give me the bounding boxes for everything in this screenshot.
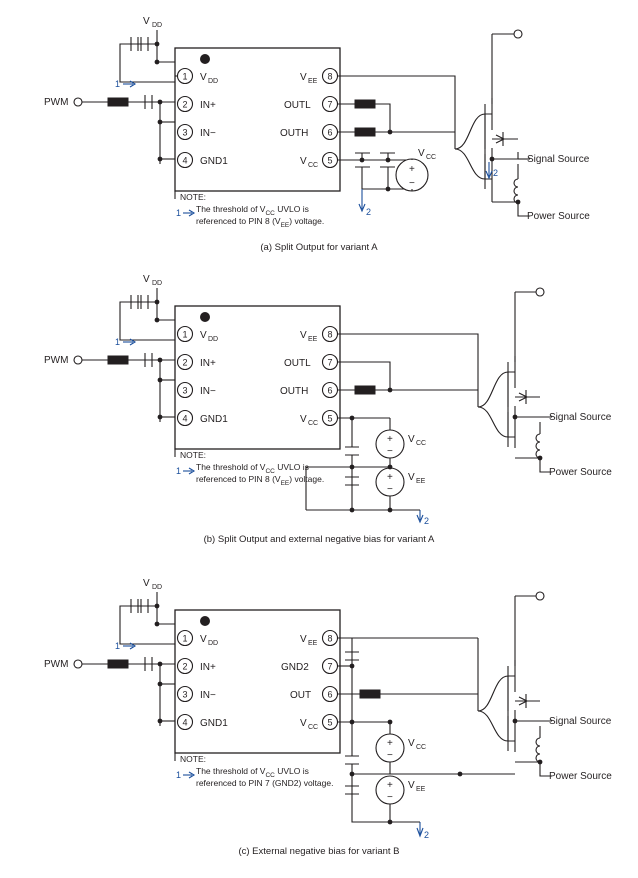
note-title: NOTE: <box>180 192 206 202</box>
pin-1-label-sub: DD <box>208 336 219 343</box>
vcc-source-label-main: V <box>408 434 415 445</box>
pin-2-label: IN+ <box>200 662 216 673</box>
marker-2-mosfet: 2 <box>493 168 499 178</box>
pin-5-num: 5 <box>327 717 333 728</box>
signal-source-label: Signal Source <box>549 716 612 727</box>
source-vcc-plus: + <box>387 434 393 445</box>
note-line2: referenced to PIN 8 $(V_{EE})$ voltage. <box>196 474 325 487</box>
vcc-source-label-main: V <box>418 148 425 159</box>
figure-b <box>0 262 638 545</box>
note-line2: referenced to PIN 8 $(V_{EE})$ voltage. <box>196 216 325 229</box>
figure-a <box>0 4 638 253</box>
pin-4-num: 4 <box>182 717 188 728</box>
pin-8-label-sub: EE <box>308 78 318 85</box>
source-vee-plus: + <box>387 780 393 791</box>
signal-source-label: Signal Source <box>549 412 612 423</box>
pin-1-label-sub: DD <box>208 640 219 647</box>
marker-2-bottom: 2 <box>424 830 430 840</box>
note-line1: The threshold of $V_{CC}$ UVLO is <box>196 204 309 217</box>
pin-4-num: 4 <box>182 155 188 166</box>
pwm-label: PWM <box>44 97 69 108</box>
marker-1: 1 <box>115 79 121 89</box>
pin-8-num: 8 <box>327 71 333 82</box>
vcc-source-label-main: V <box>408 738 415 749</box>
pin-5-num: 5 <box>327 413 333 424</box>
pin-1-label-main: V <box>200 634 207 645</box>
pin-7-num: 7 <box>327 357 333 368</box>
pin-3-label: IN− <box>200 690 216 701</box>
pin-7-label: OUTL <box>284 100 311 111</box>
pin-8-label-main: V <box>300 72 307 83</box>
power-source-label: Power Source <box>549 771 612 782</box>
marker-note: 1 <box>176 466 182 476</box>
pin-8-num: 8 <box>327 633 333 644</box>
vee-source-label-main: V <box>408 780 415 791</box>
vcc-source-label-sub: CC <box>416 440 427 447</box>
pin-6-num: 6 <box>327 689 333 700</box>
pin-8-label-main: V <box>300 634 307 645</box>
pin-2-num: 2 <box>182 661 188 672</box>
pin-8-label-main: V <box>300 330 307 341</box>
signal-source-label: Signal Source <box>527 154 590 165</box>
note-title: NOTE: <box>180 754 206 764</box>
pin-2-label: IN+ <box>200 358 216 369</box>
figure-a-schematic <box>0 4 638 234</box>
figure-c-caption: (c) External negative bias for variant B <box>238 846 400 857</box>
pin-3-label: IN− <box>200 386 216 397</box>
pin-7-num: 7 <box>327 99 333 110</box>
vdd-label-sub: DD <box>152 22 163 29</box>
pin-1-label-main: V <box>200 330 207 341</box>
pin-8-num: 8 <box>327 329 333 340</box>
pwm-label: PWM <box>44 355 69 366</box>
pin-2-num: 2 <box>182 357 188 368</box>
pin-6-label: OUT <box>290 690 312 701</box>
pin-4-label: GND1 <box>200 156 228 167</box>
marker-note: 1 <box>176 770 182 780</box>
vee-source-label-sub: EE <box>416 478 426 485</box>
vcc-source-label-sub: CC <box>416 744 427 751</box>
pin-1-label-sub: DD <box>208 78 219 85</box>
vee-source-label-main: V <box>408 472 415 483</box>
pin-5-label-main: V <box>300 718 307 729</box>
pin-1-num: 1 <box>182 71 188 82</box>
pin-6-num: 6 <box>327 385 333 396</box>
source-vcc-minus: − <box>409 178 415 189</box>
note-line1: The threshold of $V_{CC}$ UVLO is <box>196 462 309 475</box>
pin-3-num: 3 <box>182 127 188 138</box>
marker-note: 1 <box>176 208 182 218</box>
note-title: NOTE: <box>180 450 206 460</box>
pin-4-label: GND1 <box>200 718 228 729</box>
marker-1: 1 <box>115 641 121 651</box>
pin-5-label-sub: CC <box>308 724 319 731</box>
pin-3-num: 3 <box>182 385 188 396</box>
vdd-label-sub: DD <box>152 584 163 591</box>
source-vcc-minus: − <box>387 446 393 457</box>
power-source-label: Power Source <box>549 467 612 478</box>
figure-c <box>0 566 638 857</box>
source-vee-minus: − <box>387 484 393 495</box>
figure-b-caption: (b) Split Output and external negative bias for variant A <box>203 534 435 545</box>
figure-b-schematic <box>0 262 638 527</box>
vee-source-label-sub: EE <box>416 786 426 793</box>
marker-1: 1 <box>115 337 121 347</box>
source-vcc-minus: − <box>387 750 393 761</box>
source-vee-plus: + <box>387 472 393 483</box>
pin-5-num: 5 <box>327 155 333 166</box>
pin-6-label: OUTH <box>280 128 309 139</box>
pin-1-label-main: V <box>200 72 207 83</box>
vcc-source-label-sub: CC <box>426 154 437 161</box>
pin-8-label-sub: EE <box>308 336 318 343</box>
vdd-label-main: V <box>143 16 150 27</box>
pin-5-label-main: V <box>300 414 307 425</box>
marker-2-bottom: 2 <box>366 207 372 217</box>
vdd-label-main: V <box>143 578 150 589</box>
pin-5-label-main: V <box>300 156 307 167</box>
source-vcc-plus: + <box>409 164 415 175</box>
pin-4-label: GND1 <box>200 414 228 425</box>
pin-3-num: 3 <box>182 689 188 700</box>
pin-2-num: 2 <box>182 99 188 110</box>
note-line1: The threshold of $V_{CC}$ UVLO is <box>196 766 309 779</box>
pin-6-label: OUTH <box>280 386 309 397</box>
power-source-label: Power Source <box>527 211 590 222</box>
pin-3-label: IN− <box>200 128 216 139</box>
pwm-label: PWM <box>44 659 69 670</box>
pin-7-label: OUTL <box>284 358 311 369</box>
vdd-label-main: V <box>143 274 150 285</box>
pin-1-num: 1 <box>182 633 188 644</box>
pin-8-label-sub: EE <box>308 640 318 647</box>
source-vee-minus: − <box>387 792 393 803</box>
source-vcc-plus: + <box>387 738 393 749</box>
figure-a-caption: (a) Split Output for variant A <box>260 242 378 253</box>
vdd-label-sub: DD <box>152 280 163 287</box>
pin-7-num: 7 <box>327 661 333 672</box>
pin-5-label-sub: CC <box>308 420 319 427</box>
note-line2: referenced to PIN 7 (GND2) voltage. <box>196 778 334 788</box>
pin-7-label: GND2 <box>281 662 309 673</box>
pin-4-num: 4 <box>182 413 188 424</box>
pin-2-label: IN+ <box>200 100 216 111</box>
marker-2-bottom: 2 <box>424 516 430 526</box>
pin-6-num: 6 <box>327 127 333 138</box>
pin-1-num: 1 <box>182 329 188 340</box>
pin-5-label-sub: CC <box>308 162 319 169</box>
figure-c-schematic <box>0 566 638 846</box>
